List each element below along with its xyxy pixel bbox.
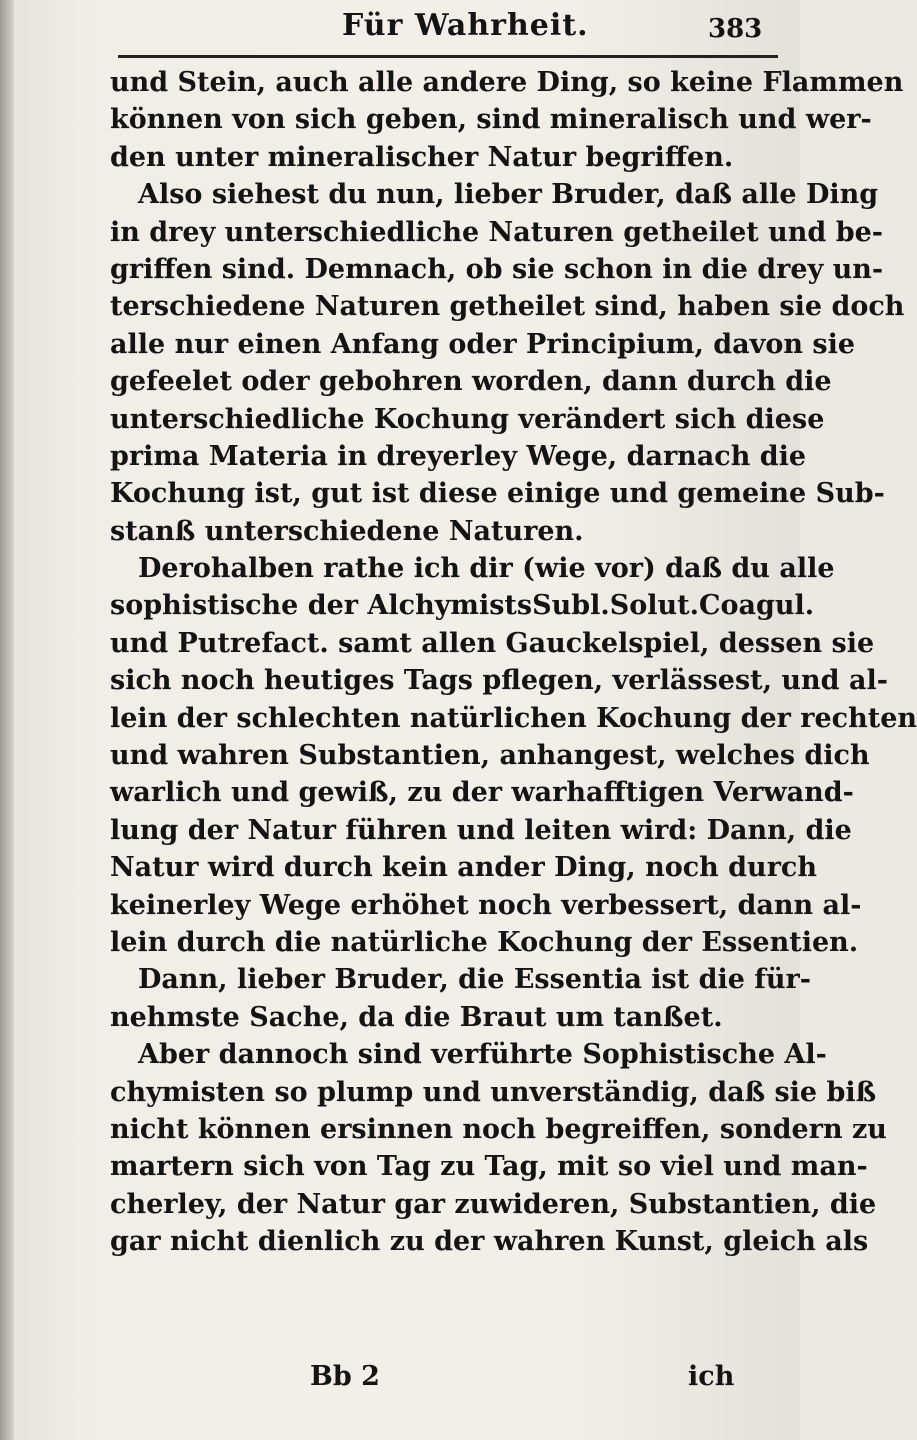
text-line: nicht können ersinnen noch begreiffen, sondern zu — [110, 1113, 887, 1145]
text-line: gefeelet oder gebohren worden, dann durch die — [110, 366, 832, 398]
text-line: griffen sind. Demnach, ob sie schon in die drey un- — [110, 253, 884, 285]
signature-mark: Bb 2 — [310, 1361, 380, 1392]
text-line: martern sich von Tag zu Tag, mit so viel und man- — [110, 1151, 868, 1183]
text-line: alle nur einen Anfang oder Principium, davon sie — [110, 328, 856, 360]
text-line: lung der Natur führen und leiten wird: Dann, die — [110, 814, 852, 846]
text-line: chymisten so plump und unverständig, daß sie biß — [110, 1076, 877, 1108]
text-line: keinerley Wege erhöhet noch verbessert, dann al- — [110, 889, 862, 921]
catchword: ich — [688, 1361, 735, 1392]
running-title: Für Wahrheit. — [342, 8, 589, 43]
text-line: und wahren Substantien, anhangest, welches dich — [110, 740, 870, 772]
body-text — [110, 64, 917, 1261]
text-line: prima Materia in dreyerley Wege, darnach die — [110, 440, 807, 472]
text-line: den unter mineralischer Natur begriffen. — [110, 141, 734, 173]
text-line: lein der schlechten natürlichen Kochung der rechten — [110, 702, 917, 734]
text-line: und Stein, auch alle andere Ding, so keine Flammen — [110, 67, 904, 98]
text-line: cherley, der Natur gar zuwideren, Substantien, die — [110, 1188, 877, 1220]
text-line: stanß unterschiedene Naturen. — [110, 515, 584, 547]
text-line: warlich und gewiß, zu der warhafftigen Verwand- — [110, 777, 854, 809]
text-line: Natur wird durch kein ander Ding, noch durch — [110, 852, 817, 884]
text-line: in drey unterschiedliche Naturen getheilet und be- — [110, 216, 883, 248]
text-line: sophistische der AlchymistsSubl.Solut.Coagul. — [110, 590, 815, 622]
text-line: Also siehest du nun, lieber Bruder, daß alle Ding — [138, 179, 879, 211]
text-line: sich noch heutiges Tags pflegen, verlässest, und al- — [110, 665, 888, 697]
page-header — [200, 0, 763, 60]
text-line: unterschiedliche Kochung verändert sich diese — [110, 403, 825, 435]
text-line: können von sich geben, sind mineralisch und wer- — [110, 104, 872, 136]
text-line: Dann, lieber Bruder, die Essentia ist die für- — [138, 964, 811, 996]
page-number: 383 — [708, 14, 763, 44]
text-line: und Putrefact. samt allen Gauckelspiel, dessen sie — [110, 627, 875, 659]
header-rule — [118, 55, 778, 58]
text-line: Kochung ist, gut ist diese einige und gemeine Sub- — [110, 478, 885, 510]
text-line: nehmste Sache, da die Braut um tanßet. — [110, 1001, 723, 1033]
text-line: lein durch die natürliche Kochung der Essentien. — [110, 926, 859, 958]
binding-gutter — [0, 0, 14, 1440]
text-line: gar nicht dienlich zu der wahren Kunst, gleich als — [110, 1226, 869, 1258]
text-line: Derohalben rathe ich dir (wie vor) daß du alle — [138, 553, 835, 585]
text-line: Aber dannoch sind verführte Sophistische Al- — [138, 1039, 827, 1071]
text-line: terschiedene Naturen getheilet sind, haben sie doch — [110, 291, 905, 323]
